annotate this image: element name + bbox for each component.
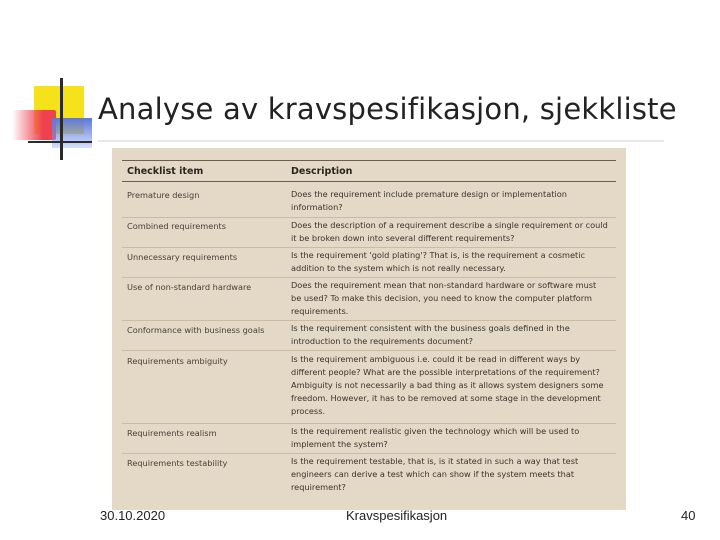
row-divider [122, 423, 616, 424]
row-divider [122, 350, 616, 351]
checklist-item: Requirements realism [127, 428, 217, 438]
decor-horizontal-line [28, 141, 92, 143]
checklist-item: Use of non-standard hardware [127, 282, 252, 292]
column-header-description: Description [291, 166, 353, 177]
decor-blue-square [52, 118, 92, 148]
checklist-description: Is the requirement consistent with the business goals defined in the introduction to the requirements document? [291, 323, 570, 346]
checklist-description: Does the requirement include premature design or implementation information? [291, 189, 567, 212]
row-divider [122, 247, 616, 248]
slide-title: Analyse av kravspesifikasjon, sjekkliste [98, 92, 677, 126]
checklist-item: Conformance with business goals [127, 325, 265, 335]
checklist-item: Requirements testability [127, 458, 228, 468]
row-divider [122, 453, 616, 454]
table-header-rule [122, 181, 616, 182]
checklist-description: Is the requirement realistic given the technology which will be used to implement the system? [291, 426, 580, 449]
checklist-description: Is the requirement testable, that is, is it stated in such a way that test engineers can derive a test which can show if the system meets that requirement? [291, 456, 579, 492]
title-underline [98, 140, 664, 142]
row-divider [122, 217, 616, 218]
checklist-description: Is the requirement ambiguous i.e. could it be read in different ways by different people? What are the possible interpretations of the requirement? Ambiguity is not necessarily a bad thing as it allows system designers some freedom. However, it has to be removed at some stage in the development process. [291, 354, 604, 416]
checklist-description: Does the description of a requirement describe a single requirement or could it be broken down into several different requirements? [291, 220, 608, 243]
checklist-item: Unnecessary requirements [127, 252, 238, 262]
checklist-table-image [112, 148, 626, 510]
checklist-item: Premature design [127, 190, 200, 200]
row-divider [122, 277, 616, 278]
footer-title: Kravspesifikasjon [346, 508, 448, 523]
footer-date: 30.10.2020 [100, 508, 166, 523]
decor-red-square [12, 110, 56, 140]
checklist-description: Is the requirement 'gold plating'? That is, is the requirement a cosmetic addition to the system which is not really necessary. [291, 250, 586, 273]
table-top-rule [122, 160, 616, 161]
column-header-item: Checklist item [127, 166, 204, 177]
checklist-item: Requirements ambiguity [127, 356, 228, 366]
page-number: 40 [681, 508, 696, 523]
decor-vertical-line [60, 78, 63, 160]
checklist-description: Does the requirement mean that non-standard hardware or software must be used? To make this decision, you need to know the computer platform requirements. [291, 280, 597, 316]
checklist-item: Combined requirements [127, 221, 226, 231]
row-divider [122, 320, 616, 321]
